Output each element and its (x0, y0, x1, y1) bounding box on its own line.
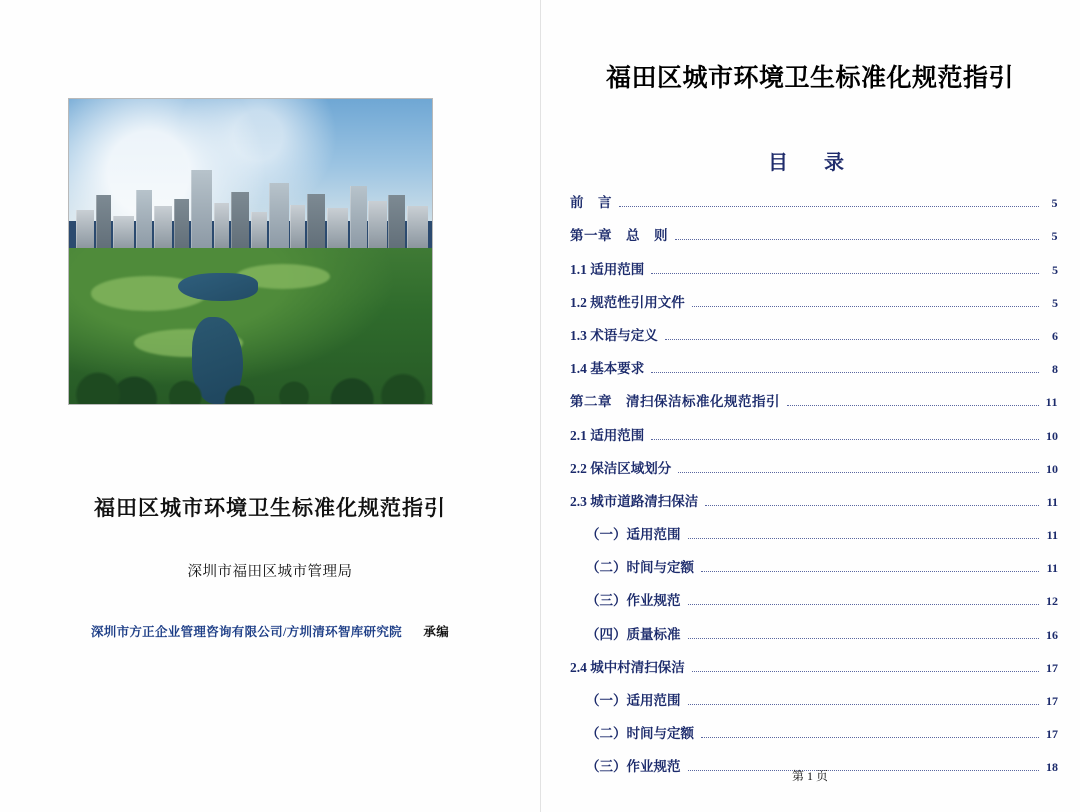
toc-entry[interactable] (570, 381, 1058, 414)
toc-leader-dots (688, 638, 1040, 639)
toc-entry-page: 11 (1045, 395, 1058, 410)
toc-entry-label: 前 言 (570, 195, 612, 211)
toc-entry-label: 第一章 总 则 (570, 228, 668, 244)
toc-entry[interactable] (570, 647, 1058, 680)
toc-leader-dots (688, 604, 1040, 605)
cover-organization: 深圳市福田区城市管理局 (187, 564, 353, 580)
toc-leader-dots (665, 339, 1039, 340)
toc-leader-dots (688, 538, 1040, 539)
toc-entry[interactable] (570, 215, 1058, 248)
table-of-contents (570, 182, 1058, 779)
toc-entry-label: （二）时间与定额 (586, 560, 694, 576)
toc-entry[interactable] (570, 547, 1058, 580)
toc-entry-page: 17 (1046, 727, 1058, 742)
skyline-layer (69, 166, 432, 258)
cover-title: 福田区城市环境卫生标准化规范指引 (94, 496, 446, 520)
toc-entry-label: 1.1 适用范围 (570, 261, 645, 277)
contents-page (540, 0, 1080, 812)
toc-leader-dots (701, 571, 1039, 572)
toc-entry-label: 1.4 基本要求 (570, 361, 645, 377)
toc-entry[interactable] (570, 680, 1058, 713)
toc-entry-label: （三）作业规范 (586, 759, 681, 775)
toc-entry[interactable] (570, 613, 1058, 646)
toc-entry[interactable] (570, 282, 1058, 315)
toc-entry[interactable] (570, 182, 1058, 215)
toc-entry-page: 8 (1052, 362, 1058, 377)
toc-entry-page: 11 (1046, 561, 1058, 576)
toc-entry-label: （三）作业规范 (586, 593, 681, 609)
cover-credit (0, 622, 540, 640)
toc-leader-dots (701, 737, 1039, 738)
toc-entry-page: 16 (1046, 627, 1058, 642)
cover-credit-suffix: 承编 (423, 625, 450, 639)
cover-photo (68, 98, 433, 405)
park-layer (69, 248, 432, 404)
toc-leader-dots (651, 439, 1039, 440)
toc-entry-label: 2.3 城市道路清扫保洁 (570, 493, 699, 509)
toc-entry-page: 5 (1052, 295, 1058, 310)
toc-entry-page: 11 (1046, 528, 1058, 543)
toc-entry-page: 5 (1052, 262, 1058, 277)
toc-leader-dots (678, 472, 1039, 473)
toc-leader-dots (651, 273, 1039, 274)
toc-leader-dots (705, 505, 1039, 506)
toc-entry-label: 2.1 适用范围 (570, 427, 645, 443)
toc-entry-label: （一）适用范围 (586, 527, 681, 543)
toc-entry[interactable] (570, 448, 1058, 481)
cover-credit-text: 深圳市方正企业管理咨询有限公司/方圳清环智库研究院 (90, 625, 402, 639)
toc-entry-label: 2.4 城中村清扫保洁 (570, 659, 685, 675)
toc-leader-dots (787, 405, 1039, 406)
toc-entry-page: 10 (1046, 428, 1058, 443)
page-number-footer: 第 1 页 (791, 769, 828, 783)
toc-entry[interactable] (570, 713, 1058, 746)
toc-entry-label: （二）时间与定额 (586, 726, 694, 742)
toc-entry[interactable] (570, 248, 1058, 281)
toc-leader-dots (688, 704, 1040, 705)
toc-entry[interactable] (570, 580, 1058, 613)
toc-entry-page: 18 (1046, 760, 1058, 775)
toc-entry-page: 12 (1046, 594, 1058, 609)
toc-entry-label: 2.2 保洁区域划分 (570, 460, 672, 476)
toc-entry[interactable] (570, 315, 1058, 348)
toc-entry-label: 第二章 清扫保洁标准化规范指引 (570, 394, 780, 410)
toc-entry-page: 5 (1051, 196, 1058, 211)
toc-entry-label: 1.2 规范性引用文件 (570, 294, 685, 310)
toc-entry-page: 17 (1046, 694, 1058, 708)
toc-leader-dots (651, 372, 1039, 373)
toc-entry-label: （一）适用范围 (586, 693, 681, 708)
toc-entry-label: 1.3 术语与定义 (570, 327, 658, 343)
toc-leader-dots (675, 239, 1039, 240)
toc-leader-dots (692, 306, 1039, 307)
page-title: 福田区城市环境卫生标准化规范指引 (605, 65, 1014, 92)
toc-leader-dots (692, 671, 1039, 672)
toc-entry[interactable] (570, 348, 1058, 381)
toc-entry[interactable] (570, 481, 1058, 514)
tree-line (69, 357, 432, 404)
toc-entry-page: 10 (1046, 461, 1058, 476)
toc-leader-dots (619, 206, 1039, 207)
toc-heading: 目 录 (768, 152, 852, 174)
toc-entry[interactable] (570, 414, 1058, 447)
toc-entry-page: 11 (1046, 494, 1058, 509)
toc-entry-label: （四）质量标准 (586, 626, 681, 642)
toc-entry-page: 17 (1046, 660, 1058, 675)
toc-entry[interactable] (570, 514, 1058, 547)
toc-entry-page: 6 (1052, 328, 1058, 343)
toc-entry-page: 5 (1051, 229, 1058, 244)
